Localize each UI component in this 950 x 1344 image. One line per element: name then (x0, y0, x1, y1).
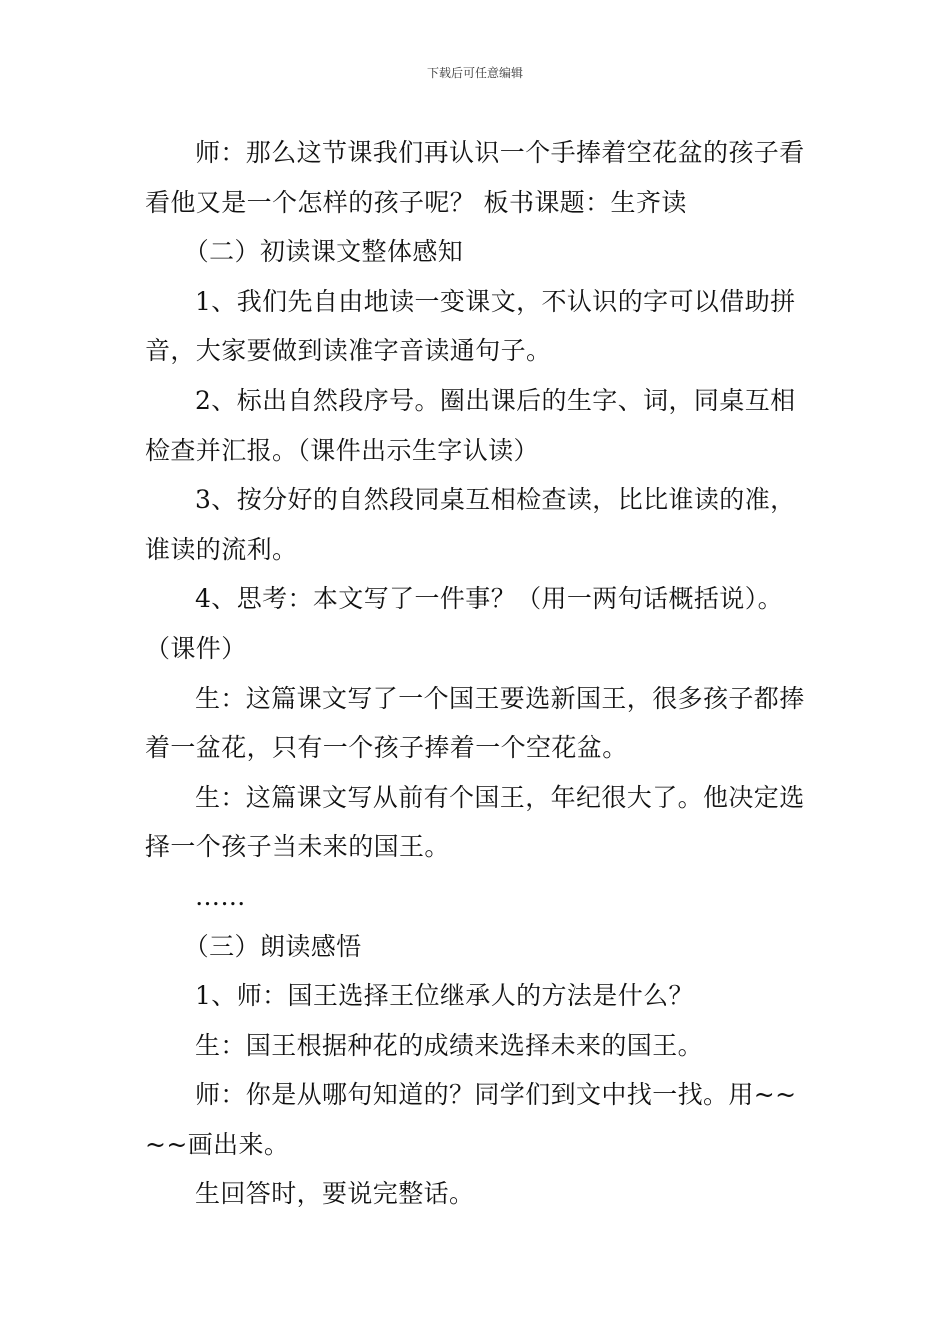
section-heading-first-reading: （二）初读课文整体感知 (183, 237, 464, 267)
paragraph-step-2: 2、标出自然段序号。圈出课后的生字、词，同桌互相检查并汇报。（课件出示生字认读） (145, 385, 796, 465)
paragraph-lesson-intro: 师：那么这节课我们再认识一个手捧着空花盆的孩子看看他又是一个怎样的孩子呢？ 板书课题：生齐读 (145, 138, 805, 217)
paragraph-step-1: 1、我们先自由地读一变课文，不认识的字可以借助拼音，大家要做到读准字音读通句子。 (145, 286, 796, 366)
paragraph-teacher-followup: 师：你是从哪句知道的？同学们到文中找一找。用~~~~画出来。 (145, 1080, 797, 1159)
page-header: 下载后可任意编辑 (426, 66, 523, 80)
paragraph-step-3: 3、按分好的自然段同桌互相检查读，比比谁读的准，谁读的流利。 (145, 485, 796, 564)
section-heading-reading-comprehension: （三）朗读感悟 (183, 931, 362, 961)
paragraph-answer-note: 生回答时，要说完整话。 (195, 1179, 475, 1209)
paragraph-student-reply: 生：国王根据种花的成绩来选择未来的国王。 (195, 1030, 704, 1060)
paragraph-ellipsis: …… (195, 881, 246, 911)
paragraph-student-answer-1: 生：这篇课文写了一个国王要选新国王，很多孩子都捧着一盆花，只有一个孩子捧着一个空花盆。 (145, 683, 805, 763)
paragraph-teacher-question: 1、师：国王选择王位继承人的方法是什么？ (195, 981, 694, 1011)
document-body (145, 128, 810, 1219)
paragraph-step-4: 4、思考：本文写了一件事？（用一两句话概括说）。（课件） (145, 584, 784, 663)
paragraph-student-answer-2: 生：这篇课文写从前有个国王，年纪很大了。他决定选择一个孩子当未来的国王。 (145, 782, 805, 862)
